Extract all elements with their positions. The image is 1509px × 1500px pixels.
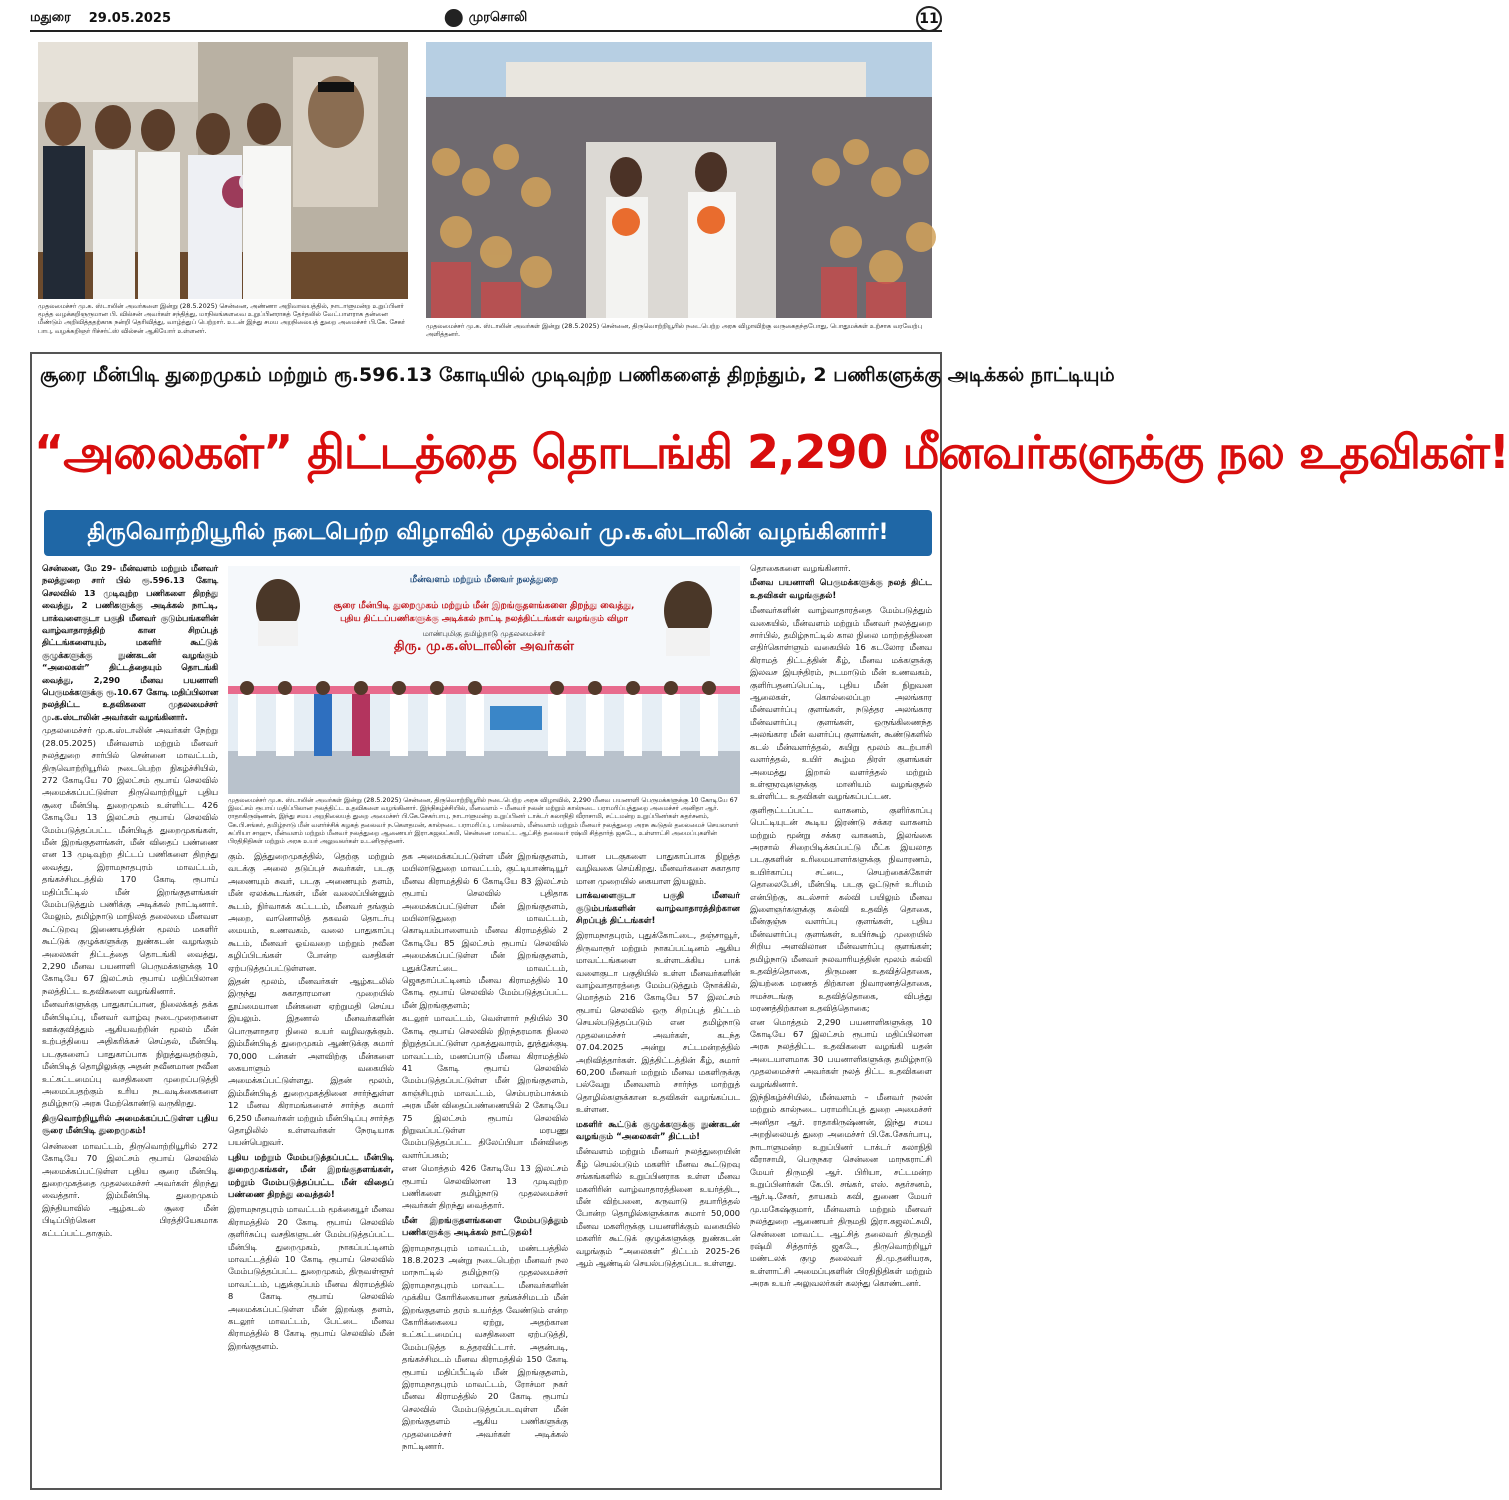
article-column-3	[402, 850, 568, 1484]
photo-center-caption: முதலமைச்சர் மு.க. ஸ்டாலின் அவர்கள் இன்று (28.5.2025) சென்னை, திருவொற்றியூரில் நடைபெற்ற அரசு விழாவில், 2,290 மீனவ பயனாளி பெருமக்களுக்கு 10 கோடியே 67 இலட்சம் ரூபாய் மதிப்பிலான நலத்திட்ட உதவிகளை வழங்கினார். இந்நிகழ்ச்சியில், மீனவளம் – மீனவர் நலன் மற்றும் கால்நடை பராமரிப்புத்துறை அமைச்சர் அனிதா ஆர். ராதாகிருஷ்ணன், இந்து சமய அறநிலையத் துறை அமைச்சர் பி.கே.சேகர்பாபு, நாடாளுமன்ற உறுப்பினர் டாக்டர் கலாநிதி வீராசாமி, சட்டமன்ற உறுப்பினர்கள் சுதர்சனம், கே.பி.சங்கர், தமிழ்நாடு மீன் வளர்ச்சிக் கழகத் தலைவர் ந.கௌதமன், கால்நடை பராமரிப்பு, பால்வளம், மீன்வளம் மற்றும் மீனவர் நலத்துறை அரசு கூடுதல் தலைமைச் செயலாளர் சுப்ரியா சாஹு, மீன்வளம் மற்றும் மீனவர் நலத்துறை ஆணையர் இரா.கஜலட்சுமி, சென்னை மாவட்ட ஆட்சித் தலைவர் ரஷ்மி சித்தார்த் ஜகடே, உள்ளாட்சி அமைப்புகளின் பிரதிநிதிகள் மற்றும் அரசு உயர் அலுவலர்கள் உடனிருந்தனர்.	[228, 796, 739, 846]
body-paragraph: மீன்வளம் மற்றும் மீனவர் நலத்துறையின் கீழ் செயல்படும் மகளிர் மீனவ கூட்டுறவு சங்கங்களில் உறுப்பினராக உள்ள மீனவ மகளிரின் வாழ்வாதாரத்தினை உயர்த்திட, மீன் விற்பனை, கருவாடு தயாரித்தல் போன்ற தொழில்களுக்காக சுமார் 50,000 மீனவ மகளிருக்கு பயனளிக்கும் வகையில் மகளிர் கூட்டுக் குழுக்களுக்கு நுண்கடன் வழங்கும் “அலைகள்” திட்டம் 2025-26 ஆம் ஆண்டில் செயல்படுத்தப்பட உள்ளது.	[576, 1146, 740, 1268]
body-paragraph: யான படகுகளை பாதுகாப்பாக நிறுத்த வழிவகை செய்கிறது. மீனவர்களை சுகாதார மான முறையில் கையாள இயலும்.	[576, 851, 740, 886]
article-kicker: சூரை மீன்பிடி துறைமுகம் மற்றும் ரூ.596.13 கோடியில் முடிவுற்ற பணிகளைத் திறந்தும், 2 பணிகளுக்கு அடிக்கல் நாட்டியும்	[40, 364, 1115, 386]
page-number-badge: 11	[916, 6, 942, 32]
article-lead-paragraph: சென்னை, மே 29- மீன்வளம் மற்றும் மீனவர் நலத்துறை சார் பில் ரூ.596.13 கோடி செலவில் 13 முடிவுற்ற பணிகளை திறந்து வைத்து, 2 பணிகளுக்கு அடிக்கல் நாட்டி, பாக்வளைகுடா பகுதி மீனவர் குடும்பங்களின் வாழ்வாதாரத்திற் கான சிறப்புத் திட்டங்களையும், மகளிர் கூட்டுக் குழுக்களுக்கு நுண்கடன் வழங்கும் “அலைகள்” திட்டத்தையும் தொடங்கி வைத்து, 2,290 மீனவ பயனாளி பெருமக்களுக்கு ரூ.10.67 கோடி மதிப்பிலான நலத்திட்ட உதவிகளை முதலமைச்சர் மு.க.ஸ்டாலின் அவர்கள் வழங்கினார்.	[42, 563, 218, 722]
body-paragraph: சென்னை மாவட்டம், திருவொற்றியூரில் 272 கோடியே 70 இலட்சம் ரூபாய் செலவில் அமைக்கப்பட்டுள்ள புதிய சூரை மீன்பிடி துறைமுகத்தை முதலமைச்சர் அவர்கள் திறந்து வைத்தார். இம்மீன்பிடி துறைமுகம் இந்தியாவில் ஆழ்கடல் சூரை மீன் பிடிப்பிற்கென பிரத்தியேகமாக கட்டப்பட்டதாகும்.	[42, 1140, 218, 1238]
photo-left-caption: முதலமைச்சர் மு.க. ஸ்டாலின் அவர்களை இன்று (28.5.2025) சென்னை, அண்ணா அறிவாலயத்தில், நாடாளுமன்ற உறுப்பினர் மூத்த வழக்கறிஞருமான பி. வில்சன் அவர்கள் சந்தித்து, மாநிலங்களவை உறுப்பினராகத் தேர்தலில் வேட்பாளராக தன்னை மீண்டும் அறிவித்ததற்காக நன்றி தெரிவித்து, வாழ்த்துப் பெற்றார். உடன் இந்து சமய அறநிலையத் துறை அமைச்சர் பி.கே. சேகர் பாபு, வழக்கறிஞர் ரிச்சர்ட்ஸ் வில்சன் ஆகியோர் உள்ளனர்.	[38, 302, 406, 335]
body-paragraph: தொகைகளை வழங்கினார்.	[750, 563, 851, 573]
body-paragraph: முதலமைச்சர் மு.க.ஸ்டாலின் அவர்கள் நேற்று (28.05.2025) மீன்வளம் மற்றும் மீனவர் நலத்துறை சார்பில் சென்னை மாவட்டம், திருவொற்றியூரில் நடைபெற்ற நிகழ்ச்சியில், 272 கோடியே 70 இலட்சம் ரூபாய் செலவில் அமைக்கப்பட்டுள்ள திருவொற்றியூர் புதிய சூரை மீன்பிடி துறைமுகம் உள்ளிட்ட 426 கோடியே 13 இலட்சம் ரூபாய் செலவில் மேம்படுத்தப்பட்ட மீன்பிடித் துறைமுகங்கள், மீன் இறங்குதளங்கள், மீன் விதைப் பண்ணை என 13 முடிவுற்ற திட்டப் பணிகளை திறந்து வைத்து, இராமநாதபுரம் மாவட்டம், தங்கச்சிமடத்தில் 170 கோடி ரூபாய் மதிப்பீட்டில் மீன் இறங்குதளங்கள் மேம்படுத்தும் பணிக்கு அடிக்கல் நாட்டினார். மேலும், தமிழ்நாடு மாநிலத் தலைமை மீனவள கூட்டுறவு இணையத்தின் மூலம் மகளிர் கூட்டுக் குழுக்களுக்கு நுண்கடன் வழங்கும் அலைகள் திட்டத்தை தொடங்கி வைத்து, 2,290 மீனவ பயனாளி பெருமக்களுக்கு 10 கோடியே 67 இலட்சம் ரூபாய் மதிப்பிலான நலத்திட்ட உதவிகளை வழங்கினார்.	[42, 725, 218, 996]
masthead-paper-name: முரசொலி	[468, 10, 528, 25]
body-paragraph: கடலூர் மாவட்டம், வெள்ளார் நதியில் 30 கோடி ரூபாய் செலவில் நிறந்தரமாக நிலை நிறுத்தப்பட்டுள்ள முகத்துவாரம், தூத்துக்குடி மாவட்டம், மணப்பாடு மீனவ கிராமத்தில் 41 கோடி ரூபாய் செலவில் மேம்படுத்தப்பட்டுள்ள மீன் இறங்குதளம், காஞ்சிபுரம் மாவட்டம், செம்பரம்பாக்கம் அரசு மீன் விதைப்பண்ணையில் 2 கோடியே 75 இலட்சம் ரூபாய் செலவில் நிறுவப்பட்டுள்ள மரபணு மேம்படுத்தப்பட்ட திலேப்பியா மீன்விதை வளர்ப்பகம்;	[402, 1013, 568, 1160]
section-subheading: புதிய மற்றும் மேம்படுத்தப்பட்ட மீன்பிடி துறைமுகங்கள், மீன் இறங்குதளங்கள், மற்றும் மேம்படுத்தப்பட்ட மீன் விதைப் பண்ணை திறந்து வைத்தல்!	[228, 1152, 394, 1200]
photo-crowd-welcome	[426, 42, 932, 318]
photo-right-caption: முதலமைச்சர் மு.க. ஸ்டாலின் அவர்கள் இன்று (28.5.2025) சென்னை, திருவொற்றியூரில் நடைபெற்ற அரசு விழாவிற்கு வருகைதந்தபோது, பொதுமக்கள் உற்சாக வரவேற்பு அளித்தனர்.	[426, 322, 923, 339]
banner-line4-text: திரு. மு.க.ஸ்டாலின் அவர்கள்	[394, 639, 574, 654]
body-paragraph: மீனவர்களின் வாழ்வாதாரத்தை மேம்படுத்தும் வகையில், மீன்வளம் மற்றும் மீனவர் நலத்துறை சார்பில், தமிழ்நாட்டில் கால நிலை மாற்றத்தினை எதிர்கொள்ளும் வகையில் 16 கடலோர மீனவ கிராமத் திட்டத்தின் கீழ், மீனவ மக்களுக்கு இலவச இயந்திரம், நடமாடும் மீன் உணவகம், குளிர்பதனப்பெட்டி, புதிய மீன் நிறுவன ஆலைகள், கொல்லைப்புற அலங்கார மீன்வளர்ப்பு குளங்கள், நடுத்தர அலங்கார மீன்வளர்ப்பு குளங்கள், ஒருங்கிணைந்த அலங்கார மீன் வளர்ப்பு குளங்கள், கூண்டுகளில் கடல் மீன்வளர்த்தல், கயிறு மூலம் கடற்பாசி வளர்த்தல், உயிர் கூழ்ம திரள் குளங்கள் அமைத்து இறால் வளர்த்தல் மற்றும் உள்ளூரவுகளுக்கு மானியம் வழங்குதல் உள்ளிட்ட உதவிகள் வழங்கப்பட்டன.	[750, 605, 932, 802]
masthead-city: மதுரை	[30, 10, 71, 25]
photo-cm-meeting	[38, 42, 408, 299]
newspaper-logo-icon	[445, 9, 463, 27]
masthead-date: 29.05.2025	[88, 10, 172, 26]
section-subheading: திருவொற்றியூரில் அமைக்கப்பட்டுள்ள புதிய சூரை மீன்பிடி துறைமுகம்!	[42, 1113, 218, 1137]
body-paragraph: என மொத்தம் 426 கோடியே 13 இலட்சம் ரூபாய் செலவிலான 13 முடிவுற்ற பணிகளை தமிழ்நாடு முதலமைச்சர் அவர்கள் திறந்து வைத்தார்.	[402, 1163, 568, 1211]
body-paragraph: மீனவர்களுக்கு பாதுகாப்பான, நிலைக்கத் தக்க மீன்பிடிப்பு, மீனவர் வாழ்வு நடைமுறைகளை ஊக்குவித்தும் ஆகியவற்றின் மூலம் மீன் உற்பத்தியை அதிகரிக்கச் செய்தல், மீன்பிடி படகுகளைப் பாதுகாப்பாக நிறுத்துவதற்கும், மீன்பிடித் தொழிலுக்கு அதன் நவீனமான நவீன உட்கட்டமைப்பு வசதிகளை முறைப்படுத்தி அமைப்பதற்கும் உரிய நடவடிக்கைகளை தமிழ்நாடு அரசு மேற்கொண்டு வருகிறது.	[42, 999, 218, 1109]
section-subheading: மகளிர் கூட்டுக் குழுக்களுக்கு நுண்கடன் வழங்கும் “அலைகள்” திட்டம்!	[576, 1119, 740, 1142]
article-column-1	[42, 562, 218, 1484]
masthead-brand	[445, 9, 528, 27]
banner-line2-text: புதிய திட்டப்பணிகளுக்கு அடிக்கல் நாட்டி நலத்திட்டங்கள் வழங்கும் விழா	[340, 614, 628, 624]
page-masthead	[30, 6, 942, 32]
article-column-4	[576, 850, 740, 1484]
article-subheadline: திருவொற்றியூரில் நடைபெற்ற விழாவில் முதல்வர் மு.க.ஸ்டாலின் வழங்கினார்!	[44, 510, 932, 556]
section-subheading: பாக்வளைகுடா பகுதி மீனவர் குடும்பங்களின் வாழ்வாதாரத்திற்கான சிறப்புத் திட்டங்கள்!	[576, 891, 740, 927]
body-paragraph: தக அமைக்கப்பட்டுள்ள மீன் இறங்குதளம், மயிலாடுதுறை மாவட்டம், குட்டியாண்டியூர் மீனவ கிராமத்தில் 6 கோடியே 83 இலட்சம் ரூபாய் செலவில் புதிதாக அமைக்கப்பட்டுள்ள மீன் இறங்குதளம், மயிலாடுதுறை மாவட்டம், கொடியம்பாளையம் மீனவ கிராமத்தில் 2 கோடியே 85 இலட்சம் ரூபாய் செலவில் அமைக்கப்பட்டுள்ள மீன் இறங்குதளம், புதுக்கோட்டை மாவட்டம், ஜெகதாப்பட்டினம் மீனவ கிராமத்தில் 10 கோடி ரூபாய் செலவில் மேம்படுத்தப்பட்ட மீன் இறங்குதளம்;	[402, 851, 568, 1010]
body-paragraph: இராமநாதபுரம், புதுக்கோட்டை, தஞ்சாவூர், திருவாரூர் மற்றும் நாகப்பட்டினம் ஆகிய மாவட்டங்களை உள்ளடக்கிய பாக் வளைகுடா பகுதியில் உள்ள மீனவர்களின் வாழ்வாதாரத்தை மேம்படுத்தும் நோக்கில், மொத்தம் 216 கோடியே 57 இலட்சம் ரூபாய் செலவில் ஒரு சிறப்புத் திட்டம் செயல்படுத்தப்படும் என தமிழ்நாடு முதலமைச்சர் அவர்கள், கடந்த 07.04.2025 அன்று சட்டமன்றத்தில் அறிவித்தார்கள். இத்திட்டத்தின் கீழ், சுமார் 60,200 மீனவர் மற்றும் மீனவ மகளிருக்கு பல்வேறு மீனவளம் சார்ந்த மாற்றுத் தொழில்களுக்கான உதவிகள் வழங்கப்பட உள்ளன.	[576, 930, 740, 1115]
article-headline: “அலைகள்” திட்டத்தை தொடங்கி 2,290 மீனவர்களுக்கு நல உதவிகள்!	[34, 425, 1509, 479]
body-paragraph: இதன் மூலம், மீனவர்கள் ஆழ்கடலில் இருந்து சுகாதாரமான முறையில் தூய்மையான மீன்களை ஏற்றுமதி செய்ய இயலும். இதனால் மீனவர்களின் பொருளாதார நிலை உயர் வழிவகுக்கும். இம்மீன்பிடித் துறைமுகம் ஆண்டுக்கு சுமார் 70,000 டன்கள் அளவிற்கு மீன்களை கையாளும் வகையில் அமைக்கப்பட்டுள்ளது. இதன் மூலம், இம்மீன்பிடித் துறைமுகத்தினை சார்ந்துள்ள 12 மீனவ கிராமங்களைச் சார்ந்த சுமார் 6,250 மீனவர்கள் மற்றும் மீன்பிடிப்பு சார்ந்த தொழிலில் உள்ளவர்கள் நேரடியாக பயன்பெறுவர்.	[228, 976, 394, 1148]
body-paragraph: இந்நிகழ்ச்சியில், மீன்வளம் – மீனவர் நலன் மற்றும் கால்நடை பராமரிப்புத் துறை அமைச்சர் அனிதா ஆர். ராதாகிருஷ்ணன், இந்து சமய அறநிலையத் துறை அமைச்சர் பி.கே.சேகர்பாபு, நாடாளுமன்ற உறுப்பினர் டாக்டர் கலாநிதி வீராசாமி, பெருநகர சென்னை மாநகராட்சி மேயர் திருமதி ஆர். பிரியா, சட்டமன்ற உறுப்பினர்கள் கே.பி. சங்கர், எஸ். சுதர்சனம், ஆர்.டி.சேகர், தாயகம் கவி, துணை மேயர் மு.மகேஷ்குமார், மீன்வளம் மற்றும் மீனவர் நலத்துறை ஆணையர் திருமதி இரா.கஜலட்சுமி, சென்னை மாவட்ட ஆட்சித் தலைவர் திருமதி ரஷ்மி சித்தார்த் ஜகடே, திருவொற்றியூர் மண்டலக் குழு தலைவர் தி.மு.தனியரசு, உள்ளாட்சி அமைப்புகளின் பிரதிநிதிகள் மற்றும் அரசு உயர் அலுவலர்கள் கலந்து கொண்டனர்.	[750, 1092, 932, 1289]
banner-line3-text: மாண்புமிகு தமிழ்நாடு முதலமைச்சர்	[422, 629, 546, 638]
article-column-5	[750, 562, 932, 1484]
section-subheading: மீனவ பயனாளி பெருமக்களுக்கு நலத் திட்ட உதவிகள் வழங்குதல்!	[750, 578, 932, 601]
body-paragraph: என மொத்தம் 2,290 பயனாளிகளுக்கு 10 கோடியே 67 இலட்சம் ரூபாய் மதிப்பிலான அரசு நலத்திட்ட உதவிகளை வழங்கி யதன் அடையாளமாக 30 பயனாளிகளுக்கு தமிழ்நாடு முதலமைச்சர் அவர்கள் நலத் திட்ட உதவிகளை வழங்கினார்.	[750, 1016, 932, 1089]
section-subheading: மீன் இறங்குதளங்களை மேம்படுத்தும் பணிகளுக்கு அடிக்கல் நாட்டுதல்!	[402, 1215, 568, 1239]
body-paragraph: இராமநாதபுரம் மாவட்டம் மூக்கையூர் மீனவ கிராமத்தில் 20 கோடி ரூபாய் செலவில் குளிர்சுப்பு வசதிகளுடன் மேம்படுத்தப்பட்ட மீன்பிடி துறைமுகம், நாகப்பட்டினம் மாவட்டத்தில் 10 கோடி ரூபாய் செலவில் மேம்படுத்தப்பட்ட துறைமுகம், திருவள்ளூர் மாவட்டம், புதுக்குப்பம் மீனவ கிராமத்தில் 8 கோடி ரூபாய் செலவில் அமைக்கப்பட்டுள்ள மீன் இறங்கு தளம், கடலூர் மாவட்டம், பேட்டை மீனவ கிராமத்தில் 8 கோடி ரூபாய் செலவில் மீன் இறங்குதளம்.	[228, 1204, 394, 1351]
article-column-2	[228, 850, 394, 1484]
banner-dept-text: மீன்வளம் மற்றும் மீனவர் நலத்துறை	[409, 575, 559, 585]
body-paragraph: குளிரூட்டப்பட்ட வாகனம், குளிர்காப்பு பெட்டியுடன் கூடிய இரண்டு சக்கர வாகனம் மற்றும் மூன்று சக்கர வாகனம், இலங்கை அரசால் சிறைபிடிக்கப்பட்டு மீட்க இயலாத படகுகளின் உரிமையாளர்களுக்கு நிவாரணம், உயிர்காப்பு சட்டை, செயற்கைக்கோள் தொலைபேசி, மீன்பிடி படகு ஓட்டுநர் உரிமம் என்பிற்கு, கடல்சார் கல்வி பயிலும் மீனவ இளைஞர்களுக்கு கல்வி உதவித் தொகை, மீன்குஞ்சு வளர்ப்பு குளங்கள், புதிய மீன்வளர்ப்பு குளங்கள், உயிர்கூழ் முறையில் சிறிய அளவிலான மீன்வளர்ப்பு குளங்கள்; தமிழ்நாடு மீனவர் நலவாரியத்தின் மூலம் கல்வி உதவித்தொகை, திருமண உதவித்தொகை, இயற்கை மரணத் திற்கான நிவாரணத்தொகை, ஈமச்சடங்கு உதவித்தொகை, விபத்து மரணத்திற்கான உதவித்தொகை;	[750, 804, 932, 1014]
body-paragraph: கும். இத்துறைமுகத்தில், தெற்கு மற்றும் வடக்கு அலை தடுப்புச் சுவர்கள், படகு அணையும் சுவர், படகு அணையும் தளம், மீன் ஏலக்கூடங்கள், மீன் வலைப்பின்னும் கூடம், நிர்வாகக் கட்டடம், மீனவர் தங்கும் அறை, வானொலித் தகவல் தொடர்பு மையம், உணவகம், வலை பாதுகாப்பு கூடம், மீனவர் ஓய்வறை மற்றும் நவீன கழிப்பிடங்கள் போன்ற வசதிகள் ஏற்படுத்தப்பட்டுள்ளன.	[228, 851, 394, 973]
body-paragraph: இராமநாதபுரம் மாவட்டம், மண்டபத்தில் 18.8.2023 அன்று நடைபெற்ற மீனவர் நல மாநாட்டில் தமிழ்நாடு முதலமைச்சர் இராமநாதபுரம் மாவட்ட மீனவர்களின் முக்கிய கோரிக்கையான தங்கச்சிமடம் மீன் இறங்குதளம் தரம் உயர்த்த வேண்டும் என்ற கோரிக்கையை ஏற்று, அதற்கான உட்கட்டமைப்பு வசதிகளை ஏற்படுத்தி, மேம்படுத்த உத்தரவிட்டார். அதன்படி, தங்கச்சிமடம் மீனவ கிராமத்தில் 150 கோடி ரூபாய் மதிப்பீட்டில் மீன் இறங்குதளம், இராமநாதபுரம் மாவட்டம், ரோச்மா நகர் மீனவ கிராமத்தில் 20 கோடி ரூபாய் செலவில் மேம்படுத்தப்படவுள்ள மீன் இறங்குதளம் ஆகிய பணிகளுக்கு முதலமைச்சர் அவர்கள் அடிக்கல் நாட்டினார்.	[402, 1242, 568, 1452]
photo-stage-event	[228, 566, 740, 794]
banner-line1-text: சூரை மீன்பிடி துறைமுகம் மற்றும் மீன் இறங்குதளங்களை திறந்து வைத்து,	[333, 601, 635, 611]
